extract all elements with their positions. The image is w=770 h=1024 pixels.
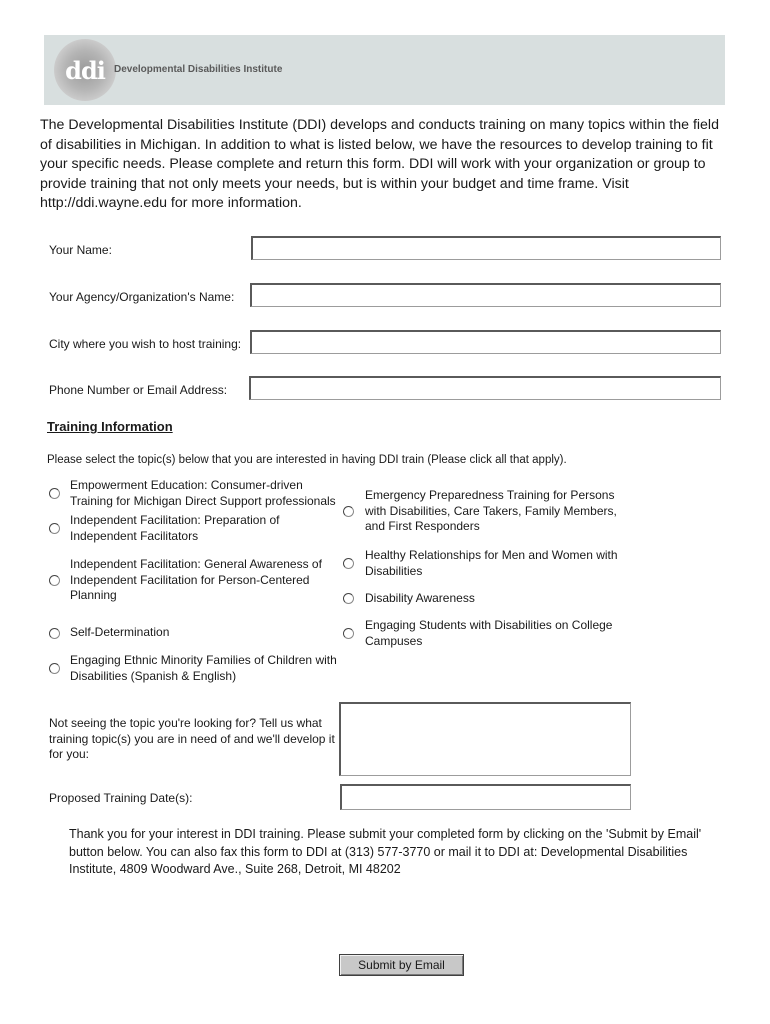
training-instructions: Please select the topic(s) below that you are interested in having DDI train (Please click all that apply). xyxy=(47,454,567,466)
training-section-title: Training Information xyxy=(47,419,173,434)
topic-label-disability-awareness: Disability Awareness xyxy=(365,591,475,605)
org-name: Developmental Disabilities Institute xyxy=(114,64,283,75)
topic-label-empowerment: Empowerment Education: Consumer-driven Training for Michigan Direct Support professionals xyxy=(70,478,336,508)
name-input[interactable] xyxy=(251,236,721,260)
topic-radio-empowerment[interactable] xyxy=(49,488,60,499)
city-label: City where you wish to host training: xyxy=(49,337,242,351)
header-banner xyxy=(44,35,725,105)
thank-you-text: Thank you for your interest in DDI training. Please submit your completed form by clicking on the 'Submit by Email' button below. You can also fax this form to DDI at (313) 577-3770 or mail it to DDI at: Developmental Disabilities Institute, 4809 Woodward Ave., Suite 268, Detroit, MI 48202 xyxy=(69,827,702,876)
contact-label: Phone Number or Email Address: xyxy=(49,383,228,397)
agency-label: Your Agency/Organization's Name: xyxy=(49,290,235,304)
other-topic-label: Not seeing the topic you're looking for? Tell us what training topic(s) you are in need of and we'll develop it for you: xyxy=(49,716,335,761)
intro-paragraph: The Developmental Disabilities Institute (DDI) develops and conducts training on many topics within the field of disabilities in Michigan. In addition to what is listed below, we have the resources to develop training to fit your specific needs. Please complete and return this form. DDI will work with your organization or group to provide training that not only meets your needs, but is within your budget and time frame. Visit http://ddi.wayne.edu for more information. xyxy=(40,117,719,211)
topic-label-emergency: Emergency Preparedness Training for Persons with Disabilities, Care Takers, Family Members, and First Responders xyxy=(365,488,617,533)
topic-radio-facilitator-prep[interactable] xyxy=(49,523,60,534)
city-input[interactable] xyxy=(250,330,721,354)
submit-by-email-button[interactable]: Submit by Email xyxy=(339,954,464,976)
name-label: Your Name: xyxy=(49,243,112,257)
topic-radio-emergency[interactable] xyxy=(343,506,354,517)
topic-label-facilitator-prep: Independent Facilitation: Preparation of Independent Facilitators xyxy=(70,513,280,543)
topic-radio-college-students[interactable] xyxy=(343,628,354,639)
topic-radio-facilitation-awareness[interactable] xyxy=(49,575,60,586)
topic-label-facilitation-awareness: Independent Facilitation: General Awareness of Independent Facilitation for Person-Centered Planning xyxy=(70,557,322,602)
logo-text: ddi xyxy=(65,55,105,85)
dates-label: Proposed Training Date(s): xyxy=(49,791,193,805)
agency-input[interactable] xyxy=(250,283,721,307)
ddi-logo xyxy=(54,39,116,101)
topic-radio-self-determination[interactable] xyxy=(49,628,60,639)
topic-label-ethnic-minority: Engaging Ethnic Minority Families of Children with Disabilities (Spanish & English) xyxy=(70,653,337,683)
topic-label-self-determination: Self-Determination xyxy=(70,625,170,639)
contact-input[interactable] xyxy=(249,376,721,400)
topic-radio-disability-awareness[interactable] xyxy=(343,593,354,604)
dates-input[interactable] xyxy=(340,784,631,810)
topic-label-healthy-relationships: Healthy Relationships for Men and Women with Disabilities xyxy=(365,548,618,578)
topic-radio-healthy-relationships[interactable] xyxy=(343,558,354,569)
other-topic-textarea[interactable] xyxy=(339,702,631,776)
topic-radio-ethnic-minority[interactable] xyxy=(49,663,60,674)
topic-label-college-students: Engaging Students with Disabilities on College Campuses xyxy=(365,618,613,648)
